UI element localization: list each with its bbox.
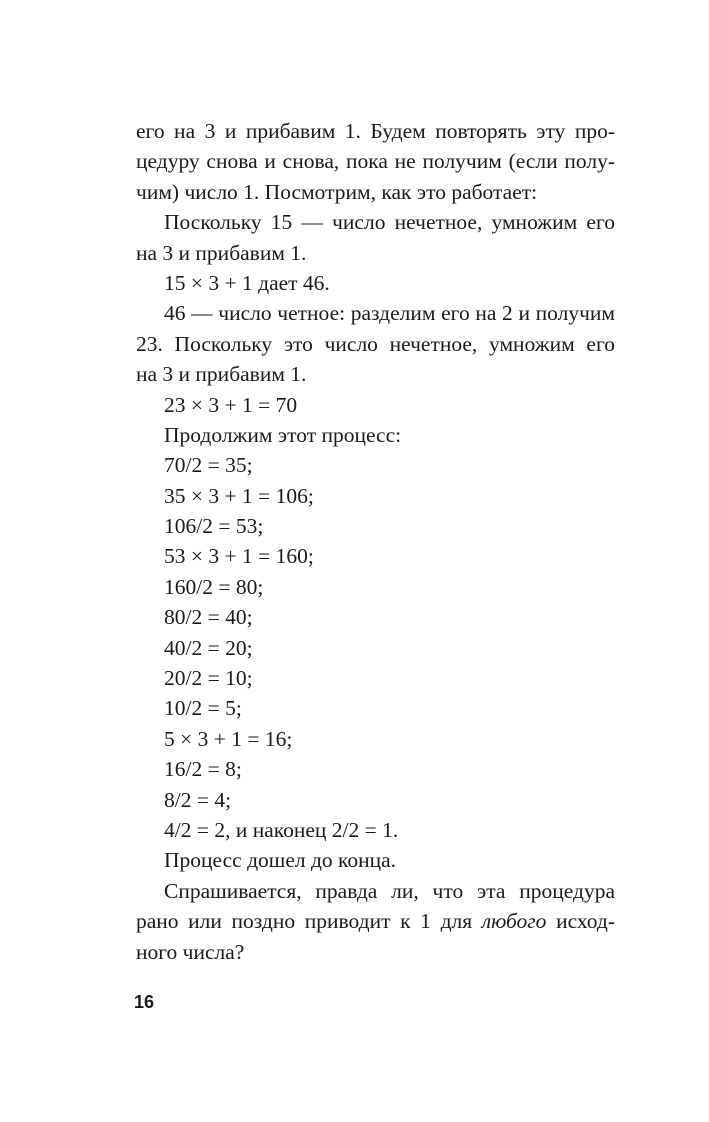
text-line xyxy=(136,906,615,936)
text-line: 23. Поскольку это число нечетное, умножим его xyxy=(136,331,615,356)
text-line: Продолжим этот процесс: xyxy=(164,422,402,447)
text-line: на 3 и прибавим 1. xyxy=(136,240,307,265)
emphasis-word: любого xyxy=(481,909,547,934)
formula-line: 23 × 3 + 1 = 70 xyxy=(164,392,298,417)
step-line: 8/2 = 4; xyxy=(164,787,232,812)
step-line: 106/2 = 53; xyxy=(164,514,264,539)
text-line: на 3 и прибавим 1. xyxy=(136,362,307,387)
text-segment: рано или поздно приводит к 1 для xyxy=(136,909,482,934)
page-body xyxy=(136,116,615,967)
step-line: 5 × 3 + 1 = 16; xyxy=(164,726,293,751)
text-segment: исход- xyxy=(546,909,615,934)
text-line: его на 3 и прибавим 1. Будем повторять эту про- xyxy=(136,119,615,143)
page-number: 16 xyxy=(134,992,155,1012)
step-line: 40/2 = 20; xyxy=(164,635,253,660)
step-line: 10/2 = 5; xyxy=(164,696,242,721)
step-line: 35 × 3 + 1 = 106; xyxy=(164,483,314,508)
formula-line: 15 × 3 + 1 дает 46. xyxy=(164,270,330,295)
step-line: 4/2 = 2, и наконец 2/2 = 1. xyxy=(164,817,399,842)
text-line: цедуру снова и снова, пока не получим (если полу- xyxy=(136,149,615,174)
text-line: чим) число 1. Посмотрим, как это работает: xyxy=(136,179,538,204)
step-line: 160/2 = 80; xyxy=(164,574,264,599)
step-line: 53 × 3 + 1 = 160; xyxy=(164,544,314,569)
text-line: Поскольку 15 — число нечетное, умножим его xyxy=(164,210,615,235)
step-line: 20/2 = 10; xyxy=(164,666,253,691)
text-line: ного числа? xyxy=(136,939,245,964)
step-line: 70/2 = 35; xyxy=(164,453,253,478)
step-line: 80/2 = 40; xyxy=(164,605,253,630)
text-line: Процесс дошел до конца. xyxy=(164,848,397,873)
step-line: 16/2 = 8; xyxy=(164,757,242,782)
text-line: Спрашивается, правда ли, что эта процедура xyxy=(164,878,615,903)
text-line: 46 — число четное: разделим его на 2 и получим xyxy=(164,301,615,326)
